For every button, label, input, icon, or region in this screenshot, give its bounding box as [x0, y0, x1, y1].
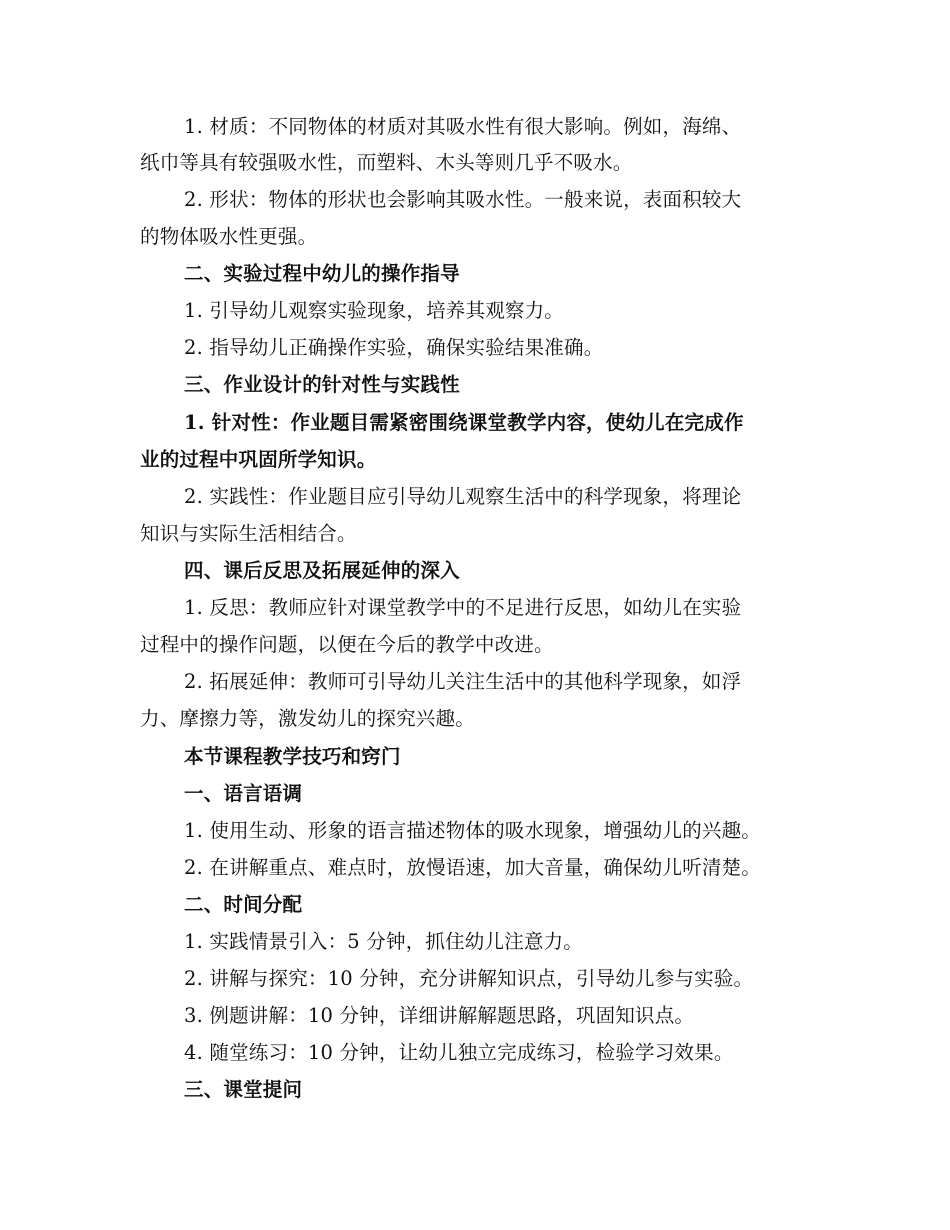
body-text-line: 2. 实践性：作业题目应引导幼儿观察生活中的科学现象，将理论 — [184, 485, 742, 508]
section-heading: 二、时间分配 — [184, 893, 303, 916]
body-text-line: 力、摩擦力等，激发幼儿的探究兴趣。 — [140, 707, 475, 730]
section-heading: 三、作业设计的针对性与实践性 — [184, 373, 460, 396]
body-text-line: 3. 例题讲解：10 分钟，详细讲解解题思路，巩固知识点。 — [184, 1004, 695, 1027]
body-text-line: 2. 指导幼儿正确操作实验，确保实验结果准确。 — [184, 336, 604, 359]
section-title: 本节课程教学技巧和窍门 — [184, 745, 401, 768]
body-text-line: 的物体吸水性更强。 — [140, 225, 318, 248]
body-text-line: 2. 拓展延伸：教师可引导幼儿关注生活中的其他科学现象，如浮 — [184, 670, 742, 693]
section-heading: 一、语言语调 — [184, 782, 303, 805]
body-text-line: 纸巾等具有较强吸水性，而塑料、木头等则几乎不吸水。 — [140, 151, 633, 174]
body-text-line: 2. 在讲解重点、难点时，放慢语速，加大音量，确保幼儿听清楚。 — [184, 856, 762, 879]
body-text-line: 4. 随堂练习：10 分钟，让幼儿独立完成练习，检验学习效果。 — [184, 1041, 734, 1064]
body-text-line: 知识与实际生活相结合。 — [140, 522, 357, 545]
body-text-line: 1. 反思：教师应针对课堂教学中的不足进行反思，如幼儿在实验 — [184, 596, 742, 619]
body-text-line: 过程中的操作问题，以便在今后的教学中改进。 — [140, 633, 554, 656]
bold-text-line: 业的过程中巩固所学知识。 — [140, 448, 377, 471]
section-heading: 二、实验过程中幼儿的操作指导 — [184, 262, 460, 285]
body-text-line: 2. 形状：物体的形状也会影响其吸水性。一般来说，表面积较大 — [184, 188, 742, 211]
body-text-line: 2. 讲解与探究：10 分钟，充分讲解知识点，引导幼儿参与实验。 — [184, 967, 754, 990]
body-text-line: 1. 实践情景引入：5 分钟，抓住幼儿注意力。 — [184, 930, 584, 953]
bold-text-line: 1. 针对性：作业题目需紧密围绕课堂教学内容，使幼儿在完成作 — [184, 411, 744, 434]
section-heading: 三、课堂提问 — [184, 1078, 303, 1101]
body-text-line: 1. 引导幼儿观察实验现象，培养其观察力。 — [184, 299, 565, 322]
body-text-line: 1. 材质：不同物体的材质对其吸水性有很大影响。例如，海绵、 — [184, 115, 742, 138]
body-text-line: 1. 使用生动、形象的语言描述物体的吸水现象，增强幼儿的兴趣。 — [184, 819, 762, 842]
section-heading: 四、课后反思及拓展延伸的深入 — [184, 559, 460, 582]
